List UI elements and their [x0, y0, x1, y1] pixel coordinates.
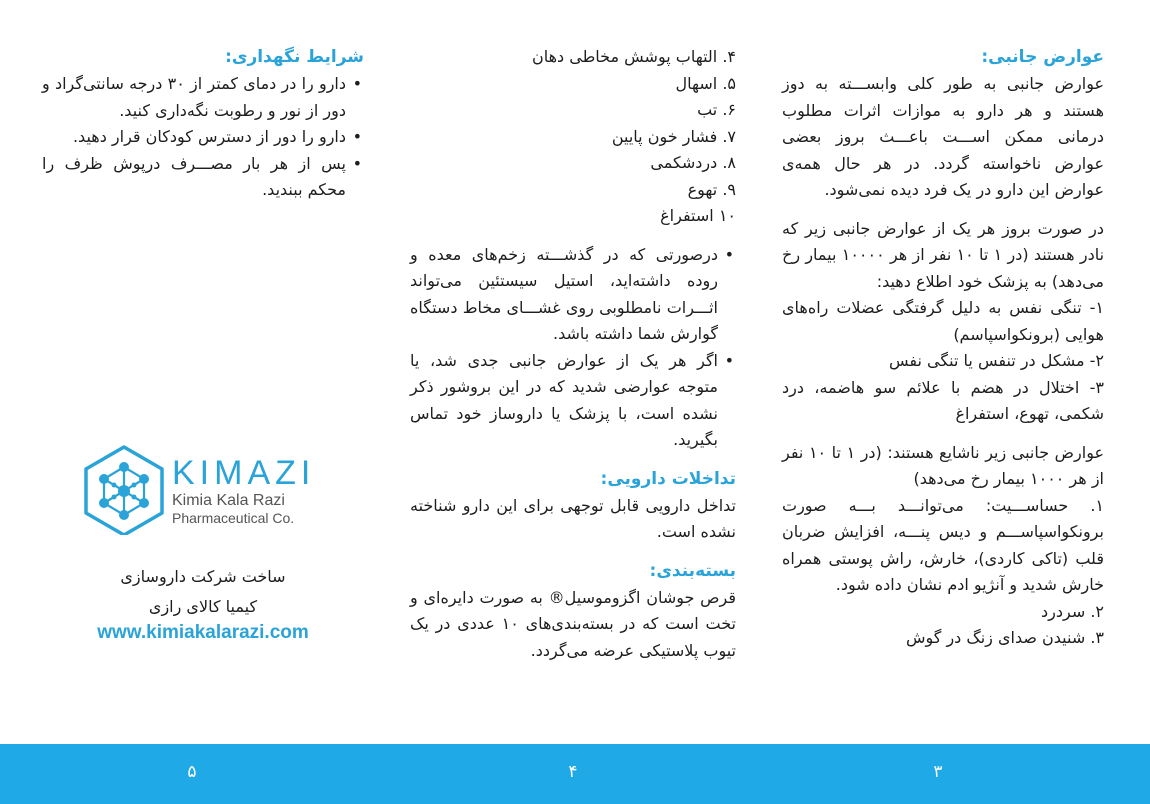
list-item: ۲. سردرد [1041, 601, 1104, 621]
list-item: ۱۰ استفراغ [660, 206, 736, 225]
list-item: ۶. تب [697, 100, 736, 119]
uncommon-effects-list [782, 493, 1104, 652]
website-link[interactable]: www.kimiakalarazi.com [97, 622, 309, 643]
list-item: ۴. التهاب پوشش مخاطی دهان [531, 47, 736, 66]
page-number-4: ۴ [568, 762, 578, 782]
rare-effects-list [782, 295, 1104, 428]
side-effects-continued-list [410, 44, 736, 230]
list-item: ۸. دردشکمی [650, 153, 736, 172]
list-item: • درصورتی که در گذشـــته زخم‌های معده و روده داشته‌اید، استیل سیستئین می‌تواند اثـــرات نامطلوبی روی غشـــای مخاط دستگاه گوارش شما داشته باشد. [410, 242, 736, 348]
interactions-text: تداخل دارویی قابل توجهی برای این دارو شناخته نشده است. [410, 495, 736, 541]
list-item: • اگر هر یک از عوارض جانبی جدی شد، یا متوجه عوارضی شدید که در این بروشور ذکر نشده است، با پزشک یا داروساز خود تماس بگیرید. [410, 348, 736, 454]
page-number-5: ۵ [187, 762, 197, 782]
packaging-text: قرص جوشان اگزوموسیل® به صورت دایره‌ای و تخت است که در بسته‌بندی‌های ۱۰ عددی در یک تیوب پلاستیکی عرضه می‌گردد. [410, 587, 736, 660]
side-effects-intro: عوارض جانبی به طور کلی وابســـته به دوز هستند و هر دارو به موازات اثرات مطلوب درمانی ممکن اســـت باعـــث بروز بعضی عوارض ناخواسته گردد. در هر حال همه‌ی عوارض این دارو در یک فرد دیده نمی‌شود. [782, 74, 1104, 199]
brand-name: KIMAZI [172, 454, 316, 492]
page-number-3: ۳ [933, 762, 943, 782]
list-item: ۳- اختلال در هضم با علائم سو هاضمه، درد شکمی، تهوع، استفراغ [782, 377, 1104, 423]
brand-line-2: Pharmaceutical Co. [172, 510, 295, 526]
brand-line-1: Kimia Kala Razi [172, 492, 285, 509]
page-5-column [42, 44, 364, 204]
packaging-heading: بسته‌بندی: [649, 560, 736, 581]
list-item: ۳. شنیدن صدای زنگ در گوش [905, 628, 1104, 647]
list-item: • پس از هر بار مصـــرف درپوش ظرف را محکم ببندید. [42, 151, 364, 204]
storage-heading: شرایط نگهداری: [225, 47, 364, 67]
uncommon-effects-intro: عوارض جانبی زیر ناشایع هستند: (در ۱ تا ۱۰ نفر از هر ۱۰۰۰ بیمار رخ می‌دهد) [782, 442, 1105, 488]
list-item: ۱. حساســـیت: می‌توانـــد بـــه صورت برونکواسپاســـم و دیس پنـــه، افزایش ضربان قلب (تاکی کاردی)، خارش، راش پوستی همراه خارش شدید و آنژیو ادم نشان داده شود. [782, 495, 1104, 594]
list-item: • دارو را در دمای کمتر از ۳۰ درجه سانتی‌گراد و دور از نور و رطوبت نگه‌داری کنید. [42, 71, 364, 124]
page-4-column [410, 44, 736, 664]
storage-list [42, 71, 364, 204]
manufacturer-line-2: کیمیا کالای رازی [148, 597, 258, 616]
page-3-column [782, 44, 1104, 652]
list-item: • دارو را دور از دسترس کودکان قرار دهید. [42, 124, 364, 151]
list-item: ۹. تهوع [687, 179, 736, 199]
interactions-heading: تداخلات دارویی: [600, 468, 736, 489]
manufacturer-block [42, 562, 364, 622]
manufacturer-line-1: ساخت شرکت داروسازی [120, 567, 286, 586]
list-item: ۲- مشکل در تنفس یا تنگی نفس [888, 351, 1104, 370]
list-item: ۷. فشار خون پایین [611, 126, 736, 146]
warnings-list [410, 242, 736, 454]
list-item: ۵. اسهال [675, 73, 736, 93]
brand-block [172, 455, 315, 527]
rare-effects-intro: در صورت بروز هر یک از عوارض جانبی زیر که نادر هستند (در ۱ تا ۱۰ نفر از هر ۱۰۰۰۰ بیمار رخ می‌دهد) به پزشک خود اطلاع دهید: [782, 218, 1105, 291]
side-effects-heading: عوارض جانبی: [981, 47, 1104, 67]
list-item: ۱- تنگی نفس به دلیل گرفتگی عضلات راه‌های هوایی (برونکواسپاسم) [782, 298, 1104, 344]
